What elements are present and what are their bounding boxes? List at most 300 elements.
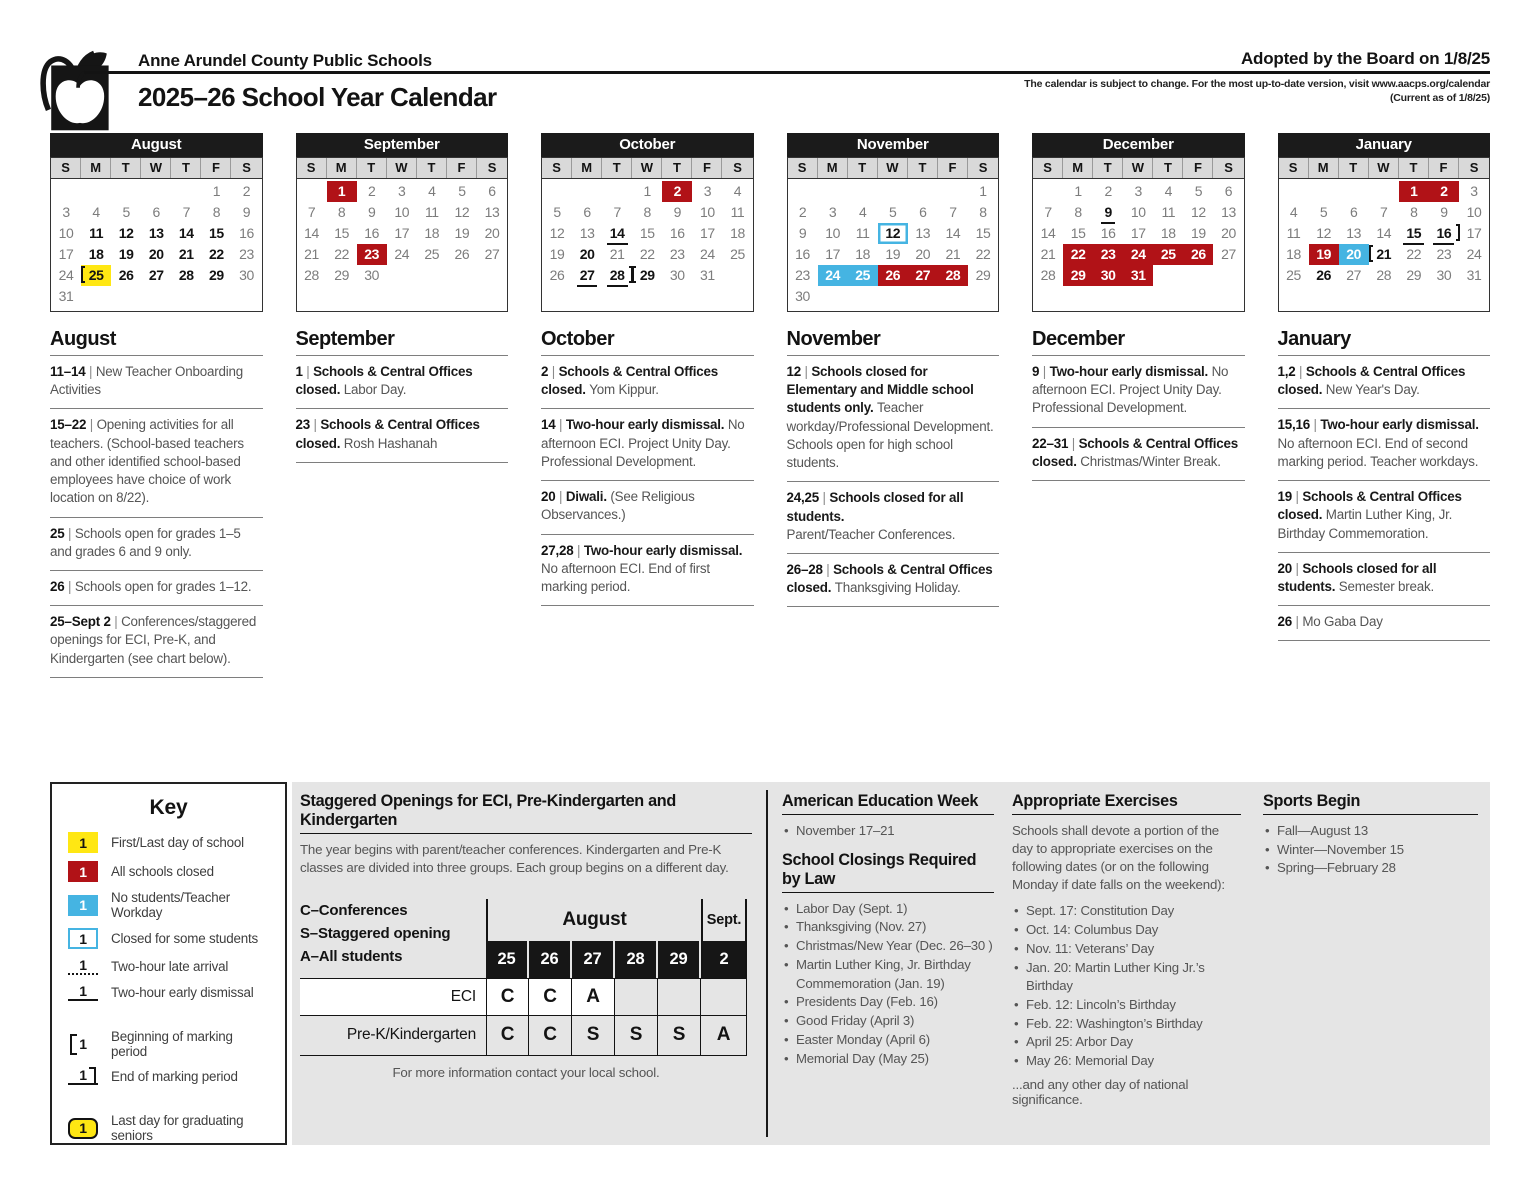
yellow-box-icon: 1 bbox=[68, 832, 98, 853]
note-date: 25–Sept 2 bbox=[50, 614, 111, 630]
calendar-day bbox=[417, 244, 447, 265]
day-number: 26 bbox=[885, 267, 901, 283]
calendar-day bbox=[81, 265, 111, 286]
day-number: 27 bbox=[484, 246, 500, 262]
weekday-label: S bbox=[1033, 158, 1063, 178]
calendar-day-empty bbox=[1033, 181, 1063, 202]
day-number: 16 bbox=[795, 246, 810, 262]
notes-january bbox=[1278, 328, 1491, 641]
note-text: Thanksgiving Holiday. bbox=[834, 580, 961, 596]
note-bold-text: Two-hour early dismissal. bbox=[583, 542, 743, 558]
calendar-day bbox=[1429, 223, 1459, 244]
calendar-day bbox=[111, 202, 141, 223]
bullet-item: • Feb. 22: Washington’s Birthday bbox=[1012, 1015, 1241, 1034]
weekday-label: S bbox=[733, 160, 742, 175]
calendar-day bbox=[1279, 265, 1309, 286]
calendar-day-empty bbox=[1093, 286, 1123, 307]
month-title: November bbox=[787, 133, 1000, 157]
calendar-day-empty bbox=[1033, 286, 1063, 307]
weekday-label: W bbox=[387, 158, 417, 178]
calendar-day bbox=[542, 244, 572, 265]
calendar-day bbox=[357, 244, 387, 265]
calendar-day bbox=[662, 202, 692, 223]
bullet-item: • Feb. 12: Lincoln’s Birthday bbox=[1012, 996, 1241, 1015]
calendar-day bbox=[1063, 223, 1093, 244]
day-number: 10 bbox=[58, 225, 74, 241]
calendar-day-empty bbox=[938, 181, 968, 202]
calendar-day bbox=[1429, 244, 1459, 265]
bullet-item: • Jan. 20: Martin Luther King Jr.’s Birthday bbox=[1012, 959, 1241, 996]
calendar-day-empty bbox=[201, 286, 231, 307]
bullet-item: • Fall—August 13 bbox=[1263, 822, 1478, 841]
weekday-header-row bbox=[50, 157, 263, 178]
note-text: New Year's Day. bbox=[1325, 382, 1420, 398]
weekday-header-row bbox=[1032, 157, 1245, 178]
day-number: 15 bbox=[334, 225, 349, 241]
day-number: 4 bbox=[1289, 204, 1298, 220]
note-separator: | bbox=[1068, 435, 1079, 451]
day-number: 31 bbox=[1130, 267, 1146, 283]
calendar-day bbox=[297, 202, 327, 223]
day-number: 31 bbox=[58, 288, 74, 304]
calendar-day-empty bbox=[1123, 286, 1153, 307]
note-entry bbox=[1032, 355, 1245, 427]
closings-list bbox=[782, 900, 994, 1069]
staggered-cell: S bbox=[572, 1016, 615, 1056]
day-number: 21 bbox=[1040, 246, 1056, 262]
note-date: 15–22 bbox=[50, 417, 87, 433]
staggered-intro: The year begins with parent/teacher conferences. Kindergarten and Pre-K classes are divided into three groups. Each group begins on a different day. bbox=[300, 842, 729, 875]
calendar-day bbox=[542, 223, 572, 244]
day-number: 18 bbox=[730, 225, 745, 241]
bracket-begin-icon: 1 bbox=[68, 1034, 98, 1055]
key-item bbox=[68, 928, 269, 949]
calendar-day bbox=[417, 202, 447, 223]
staggered-cell: A bbox=[572, 978, 615, 1016]
day-number: 6 bbox=[919, 204, 927, 220]
day-number: 17 bbox=[1466, 225, 1482, 241]
staggered-legend bbox=[300, 899, 486, 969]
bullet-item: • Easter Monday (April 6) bbox=[782, 1031, 994, 1050]
calendar-day bbox=[327, 223, 357, 244]
day-number: 23 bbox=[239, 246, 254, 262]
calendar-day bbox=[111, 265, 141, 286]
calendar-day bbox=[357, 181, 387, 202]
key-item-label: Two-hour early dismissal bbox=[111, 984, 254, 1000]
note-separator: | bbox=[64, 578, 75, 594]
calendar-day bbox=[1369, 265, 1399, 286]
weekday-label: M bbox=[1063, 158, 1093, 178]
calendar-day bbox=[788, 223, 818, 244]
calendar-day-empty bbox=[51, 181, 81, 202]
staggered-cell: A bbox=[701, 1016, 747, 1056]
day-number: 31 bbox=[699, 267, 715, 283]
notes-december bbox=[1032, 328, 1245, 481]
calendar-day bbox=[1459, 265, 1489, 286]
day-number: 20 bbox=[1221, 225, 1236, 241]
day-number: 19 bbox=[1190, 225, 1206, 241]
day-number: 13 bbox=[1346, 225, 1362, 241]
calendar-day-empty bbox=[417, 286, 447, 307]
calendar-day bbox=[692, 202, 722, 223]
day-number: 31 bbox=[1466, 267, 1482, 283]
key-item bbox=[68, 890, 269, 920]
bullet-item: • May 26: Memorial Day bbox=[1012, 1052, 1241, 1071]
weekday-label: T bbox=[357, 158, 387, 178]
day-number: 17 bbox=[394, 225, 410, 241]
calendar-day-empty bbox=[968, 286, 998, 307]
note-entry bbox=[1278, 355, 1491, 408]
weekday-header-row bbox=[787, 157, 1000, 178]
key-item-label: Closed for some students bbox=[111, 931, 259, 946]
day-number: 9 bbox=[798, 225, 807, 241]
day-number: 7 bbox=[307, 204, 316, 220]
day-number: 10 bbox=[394, 204, 410, 220]
calendar-day bbox=[818, 202, 848, 223]
calendar-day bbox=[1459, 202, 1489, 223]
key-item-label: First/Last day of school bbox=[111, 835, 244, 850]
note-date: 26 bbox=[50, 578, 65, 594]
day-number: 11 bbox=[855, 225, 870, 241]
day-number: 22 bbox=[639, 246, 655, 262]
calendar-day-empty bbox=[542, 286, 572, 307]
calendar-day bbox=[111, 244, 141, 265]
page-title: 2025–26 School Year Calendar bbox=[138, 82, 497, 112]
calendar-day bbox=[878, 265, 908, 286]
calendar-day-empty bbox=[417, 265, 447, 286]
exercises-list bbox=[1012, 902, 1241, 1071]
weekday-label: S bbox=[788, 158, 818, 178]
calendar-day bbox=[878, 223, 908, 244]
day-number: 5 bbox=[1194, 183, 1203, 199]
key-item bbox=[68, 861, 269, 882]
calendar-day-empty bbox=[848, 286, 878, 307]
calendar-day-empty bbox=[1459, 286, 1489, 307]
org-name: Anne Arundel County Public Schools bbox=[138, 51, 432, 70]
key-item bbox=[68, 1029, 269, 1059]
day-number: 18 bbox=[424, 225, 440, 241]
day-number: 6 bbox=[488, 183, 496, 199]
weekday-label: W bbox=[141, 158, 171, 178]
weekday-label: S bbox=[51, 158, 81, 178]
weekday-label: M bbox=[1309, 158, 1339, 178]
calendar-day bbox=[1309, 202, 1339, 223]
day-number: 6 bbox=[1349, 204, 1358, 220]
sept-header: Sept. bbox=[701, 899, 747, 941]
calendar-day bbox=[602, 223, 632, 244]
calendar-day bbox=[1183, 244, 1213, 265]
day-number: 27 bbox=[915, 267, 931, 283]
month-title: August bbox=[50, 133, 263, 157]
note-separator: | bbox=[1292, 489, 1303, 505]
note-entry bbox=[50, 355, 263, 408]
note-date: 2 bbox=[541, 364, 549, 379]
day-number: 29 bbox=[639, 267, 655, 283]
note-bold-text: Schools & Central Offices closed. bbox=[295, 417, 480, 451]
calendar-day bbox=[387, 202, 417, 223]
note-separator: | bbox=[310, 417, 321, 433]
dotted-underline-icon: 1 bbox=[68, 957, 98, 975]
day-number: 29 bbox=[975, 267, 991, 283]
calendar-day bbox=[111, 223, 141, 244]
note-date: 20 bbox=[1277, 560, 1292, 576]
note-text: Mo Gaba Day bbox=[1302, 614, 1383, 630]
note-entry bbox=[541, 355, 754, 408]
note-separator: | bbox=[819, 490, 830, 506]
calendar-day bbox=[357, 265, 387, 286]
note-text: Labor Day. bbox=[343, 382, 407, 398]
weekday-label: F bbox=[1429, 158, 1459, 178]
calendar-day bbox=[201, 202, 231, 223]
calendar-day-empty bbox=[818, 181, 848, 202]
calendar-day bbox=[572, 244, 602, 265]
day-number: 22 bbox=[334, 246, 349, 262]
weekday-label: M bbox=[818, 158, 848, 178]
note-entry bbox=[541, 534, 754, 607]
bullet-item: • Nov. 11: Veterans’ Day bbox=[1012, 940, 1241, 959]
weekday-label: W bbox=[632, 158, 662, 178]
calendar-day bbox=[477, 244, 507, 265]
note-text: Martin Luther King, Jr. Birthday Commemoration. bbox=[1277, 507, 1453, 541]
calendar-day bbox=[788, 244, 818, 265]
notes-september bbox=[296, 328, 509, 463]
month-calendar-october bbox=[541, 133, 754, 312]
calendar-day bbox=[1123, 202, 1153, 223]
calendar-day-empty bbox=[111, 181, 141, 202]
day-number: 24 bbox=[58, 267, 74, 283]
calendar-day bbox=[477, 181, 507, 202]
bullet-item: • Memorial Day (May 25) bbox=[782, 1050, 994, 1069]
calendar-day bbox=[848, 265, 878, 286]
day-number: 14 bbox=[1040, 225, 1056, 241]
staggered-cell: S bbox=[658, 1016, 701, 1056]
day-number: 24 bbox=[699, 246, 715, 262]
calendar-day bbox=[878, 202, 908, 223]
staggered-cell: S bbox=[615, 1016, 658, 1056]
day-number: 19 bbox=[885, 246, 901, 262]
day-number: 6 bbox=[1224, 183, 1233, 199]
calendar-day bbox=[477, 223, 507, 244]
key-items bbox=[68, 832, 269, 1143]
day-number: 4 bbox=[858, 204, 867, 220]
calendar-day bbox=[572, 265, 602, 286]
staggered-date: 28 bbox=[615, 941, 658, 978]
note-separator: | bbox=[573, 542, 584, 558]
current-as-of-note: (Current as of 1/8/25) bbox=[1389, 92, 1490, 104]
day-number: 13 bbox=[1221, 204, 1236, 220]
key-item bbox=[68, 957, 269, 975]
calendar-day bbox=[231, 202, 261, 223]
calendar-day-empty bbox=[602, 181, 632, 202]
bullet-item: • Spring—February 28 bbox=[1263, 859, 1478, 878]
calendar-day bbox=[1183, 202, 1213, 223]
calendar-day bbox=[1429, 202, 1459, 223]
calendar-day-empty bbox=[387, 286, 417, 307]
note-text: Conferences/staggered openings for ECI, Pre-K, and Kindergarten (see chart below). bbox=[50, 614, 257, 666]
calendar-day-empty bbox=[297, 181, 327, 202]
day-number: 23 bbox=[1100, 246, 1116, 262]
calendar-day bbox=[632, 223, 662, 244]
calendar-day bbox=[662, 265, 692, 286]
staggered-date: 27 bbox=[572, 941, 615, 978]
calendar-day bbox=[1309, 265, 1339, 286]
day-number: 30 bbox=[364, 267, 380, 283]
day-number: 20 bbox=[579, 246, 595, 262]
day-number: 21 bbox=[609, 246, 625, 262]
calendar-day-empty bbox=[542, 181, 572, 202]
day-number: 24 bbox=[825, 267, 840, 283]
closings-title: School Closings Required by Law bbox=[782, 851, 994, 893]
day-number: 24 bbox=[394, 246, 410, 262]
day-number: 14 bbox=[304, 225, 319, 241]
calendar-day bbox=[1339, 265, 1369, 286]
calendar-day bbox=[662, 244, 692, 265]
solid-underline-icon: 1 bbox=[68, 983, 98, 1001]
note-entry bbox=[50, 605, 263, 678]
note-separator: | bbox=[85, 364, 96, 379]
day-number: 23 bbox=[1436, 246, 1452, 262]
day-number: 9 bbox=[242, 204, 251, 220]
staggered-table bbox=[300, 899, 752, 1056]
bullet-item: • Good Friday (April 3) bbox=[782, 1012, 994, 1031]
day-number: 4 bbox=[733, 183, 742, 199]
calendar-day bbox=[572, 202, 602, 223]
notes-august bbox=[50, 328, 263, 678]
notes-row bbox=[50, 328, 1490, 678]
calendar-day bbox=[722, 244, 752, 265]
calendar-day-empty bbox=[357, 286, 387, 307]
staggered-date: 29 bbox=[658, 941, 701, 978]
day-number: 7 bbox=[613, 204, 621, 220]
day-number: 27 bbox=[1221, 246, 1236, 262]
calendar-day-empty bbox=[1309, 286, 1339, 307]
weekday-label: W bbox=[1369, 158, 1399, 178]
calendar-day bbox=[357, 223, 387, 244]
sports-begin-section bbox=[1251, 782, 1490, 1145]
calendar-day bbox=[1153, 244, 1183, 265]
staggered-cell: C bbox=[486, 978, 529, 1016]
bullet-item: • Thanksgiving (Nov. 27) bbox=[782, 918, 994, 937]
day-number: 5 bbox=[122, 204, 130, 220]
calendar-day-empty bbox=[602, 286, 632, 307]
calendar-day bbox=[1063, 202, 1093, 223]
calendar-day bbox=[51, 202, 81, 223]
calendar-day bbox=[968, 181, 998, 202]
note-entry bbox=[50, 517, 263, 570]
note-bold-text: Schools & Central Offices closed. bbox=[541, 364, 719, 398]
calendar-day bbox=[297, 244, 327, 265]
day-number: 12 bbox=[1190, 204, 1206, 220]
weekday-label: T bbox=[848, 158, 878, 178]
calendar-day bbox=[1459, 244, 1489, 265]
day-number: 12 bbox=[454, 204, 470, 220]
day-number: 26 bbox=[549, 267, 565, 283]
day-number: 11 bbox=[730, 204, 745, 220]
calendar-day-empty bbox=[111, 286, 141, 307]
bracket-end-icon: 1 bbox=[68, 1067, 98, 1085]
calendar-day bbox=[387, 223, 417, 244]
day-number: 25 bbox=[1160, 246, 1176, 262]
note-bold-text: Two-hour early dismissal. bbox=[1320, 417, 1479, 433]
weekday-label: S bbox=[542, 158, 572, 178]
calendar-day bbox=[632, 265, 662, 286]
calendar-day bbox=[1399, 223, 1429, 244]
calendar-day bbox=[1213, 181, 1243, 202]
month-calendar-november bbox=[787, 133, 1000, 312]
calendar-day bbox=[417, 181, 447, 202]
day-number: 3 bbox=[62, 204, 70, 220]
calendar-day bbox=[141, 244, 171, 265]
day-number: 3 bbox=[398, 183, 406, 199]
calendar-day bbox=[1213, 202, 1243, 223]
note-separator: | bbox=[555, 417, 566, 433]
calendar-day bbox=[572, 223, 602, 244]
calendar-day-empty bbox=[387, 265, 417, 286]
calendar-day bbox=[387, 244, 417, 265]
month-days-grid bbox=[1278, 178, 1491, 312]
weekday-label: M bbox=[81, 158, 111, 178]
calendar-day bbox=[171, 202, 201, 223]
weekday-label: T bbox=[417, 158, 447, 178]
weekday-label: T bbox=[1153, 158, 1183, 178]
note-entry bbox=[541, 480, 754, 533]
calendar-day-empty bbox=[572, 181, 602, 202]
note-bold-text: Schools & Central Offices closed. bbox=[295, 364, 473, 398]
key-title: Key bbox=[149, 796, 188, 819]
note-entry bbox=[1278, 408, 1491, 480]
calendar-day bbox=[141, 223, 171, 244]
day-number: 13 bbox=[148, 225, 164, 241]
weekday-label: F bbox=[938, 158, 968, 178]
month-days-grid bbox=[50, 178, 263, 312]
calendar-day bbox=[662, 181, 692, 202]
calendar-day bbox=[387, 181, 417, 202]
day-number: 3 bbox=[1470, 183, 1478, 199]
note-separator: | bbox=[302, 364, 314, 379]
calendar-day bbox=[1033, 244, 1063, 265]
note-separator: | bbox=[64, 525, 75, 541]
calendar-day bbox=[908, 223, 938, 244]
month-calendar-january bbox=[1278, 133, 1491, 312]
calendar-day bbox=[1033, 202, 1063, 223]
weekday-label: T bbox=[111, 158, 141, 178]
sports-title: Sports Begin bbox=[1263, 792, 1478, 815]
calendar-day bbox=[1399, 181, 1429, 202]
day-number: 1 bbox=[1410, 183, 1418, 199]
day-number: 8 bbox=[643, 204, 651, 220]
notes-november bbox=[787, 328, 1000, 607]
calendar-day-empty bbox=[848, 181, 878, 202]
month-days-grid bbox=[296, 178, 509, 312]
day-number: 17 bbox=[699, 225, 715, 241]
weekday-label: T bbox=[602, 158, 632, 178]
calendar-day-empty bbox=[788, 181, 818, 202]
weekday-label: M bbox=[572, 158, 602, 178]
calendar-day-empty bbox=[1399, 286, 1429, 307]
calendar-day bbox=[1093, 244, 1123, 265]
month-title: October bbox=[541, 133, 754, 157]
calendar-day bbox=[632, 181, 662, 202]
day-number: 13 bbox=[579, 225, 595, 241]
header-rule bbox=[84, 71, 1490, 74]
note-bold-text: Schools & Central Offices closed. bbox=[786, 561, 993, 596]
day-number: 1 bbox=[643, 183, 651, 199]
calendar-day bbox=[171, 223, 201, 244]
calendar-day bbox=[231, 223, 261, 244]
day-number: 6 bbox=[583, 204, 591, 220]
note-entry bbox=[541, 408, 754, 480]
day-number: 8 bbox=[212, 204, 221, 220]
